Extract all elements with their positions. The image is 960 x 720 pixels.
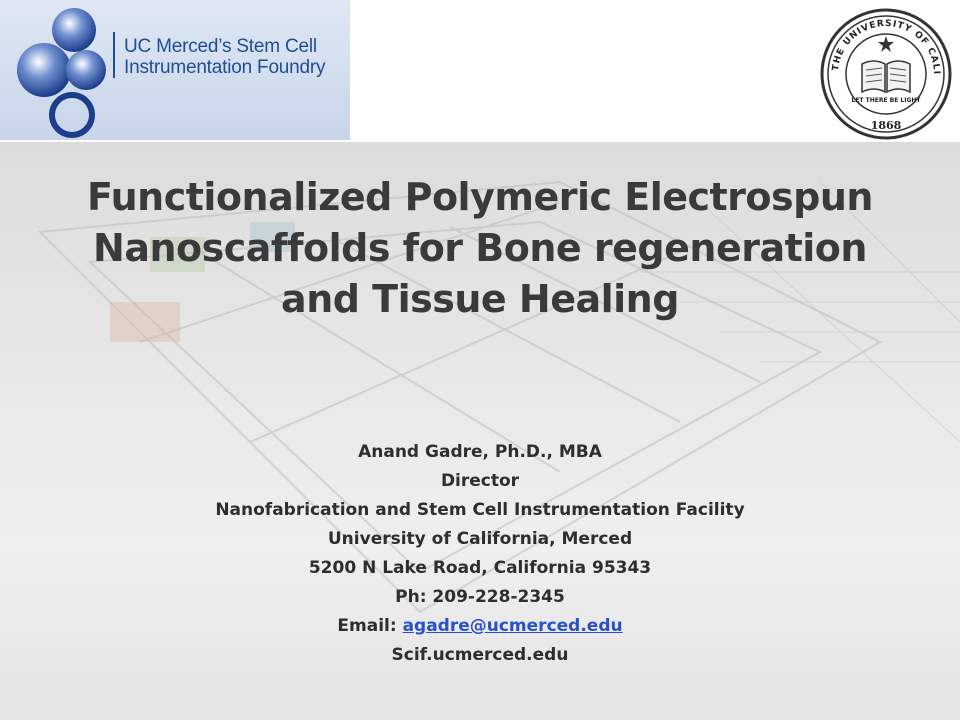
presenter-address: 5200 N Lake Road, California 95343 xyxy=(308,558,652,578)
slide-title xyxy=(0,172,960,325)
slide-title-line2: Nanoscaffolds for Bone regeneration xyxy=(93,226,867,270)
seal-top-text: THE UNIVERSITY OF CALI xyxy=(831,18,942,76)
seal-year: 1868 xyxy=(870,119,902,132)
presenter-phone: Ph: 209-228-2345 xyxy=(395,587,565,607)
presenter-facility: Nanofabrication and Stem Cell Instrumentation Facility xyxy=(215,500,745,520)
email-label: Email: xyxy=(337,616,403,636)
presenter-name: Anand Gadre, Ph.D., MBA xyxy=(358,442,602,462)
presenter-website[interactable]: Scif.ucmerced.edu xyxy=(391,645,569,665)
seal-motto: LET THERE BE LIGHT xyxy=(851,97,921,104)
logo-divider xyxy=(113,32,115,78)
presenter-university: University of California, Merced xyxy=(327,529,633,549)
foundry-name-line1: UC Merced’s Stem Cell xyxy=(124,36,317,57)
slide-title-line1: Functionalized Polymeric Electrospun xyxy=(87,175,873,219)
presenter-role: Director xyxy=(440,471,520,491)
university-seal xyxy=(818,6,954,142)
email-link[interactable]: agadre@ucmerced.edu xyxy=(402,616,623,636)
presenter-info xyxy=(0,438,960,670)
foundry-logo-banner xyxy=(0,0,350,140)
slide-title-line3: and Tissue Healing xyxy=(281,277,679,321)
foundry-name-line2: Instrumentation Foundry xyxy=(124,57,326,78)
foundry-name xyxy=(124,36,325,78)
title-slide xyxy=(0,142,960,720)
presenter-email-line xyxy=(0,612,960,641)
